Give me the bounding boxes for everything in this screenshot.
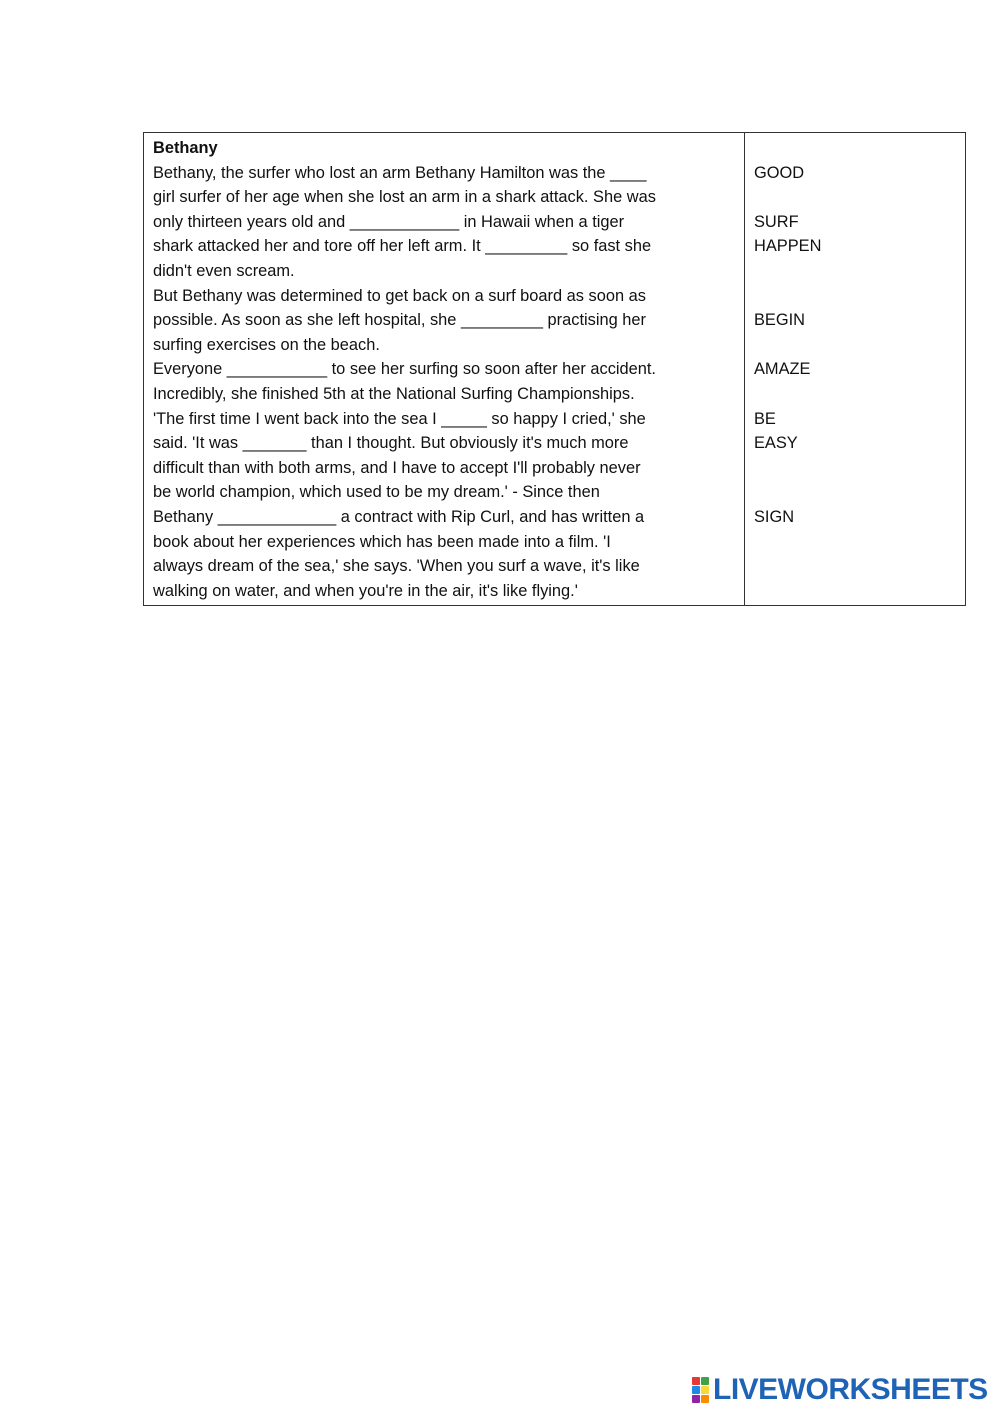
word-bank-spacer (754, 456, 957, 481)
word-bank-item: EASY (754, 434, 798, 453)
passage-cell (144, 133, 745, 606)
word-bank (754, 136, 957, 603)
logo-icon (692, 1377, 709, 1403)
word-bank-spacer (754, 185, 957, 210)
worksheet-table (143, 132, 966, 606)
word-bank-item: SURF (754, 212, 799, 231)
passage-text (153, 161, 736, 604)
logo-tile (692, 1395, 700, 1403)
passage-line: only thirteen years old and ____________ in Hawaii when a tiger (153, 212, 625, 231)
passage-line: Incredibly, she finished 5th at the National Surfing Championships. (153, 384, 635, 403)
word-bank-spacer (754, 136, 957, 161)
liveworksheets-logo (692, 1374, 988, 1406)
passage-line: didn't even scream. (153, 261, 295, 280)
logo-text: LIVEWORKSHEETS (713, 1373, 988, 1406)
passage-line: possible. As soon as she left hospital, she _________ practising her (153, 311, 646, 330)
passage-line: surfing exercises on the beach. (153, 335, 380, 354)
passage-line: Bethany, the surfer who lost an arm Bethany Hamilton was the ____ (153, 163, 647, 182)
word-bank-spacer (754, 382, 957, 407)
passage-line: 'The first time I went back into the sea I _____ so happy I cried,' she (153, 409, 646, 428)
word-bank-spacer (754, 554, 957, 579)
passage-line: said. 'It was _______ than I thought. But obviously it's much more (153, 434, 629, 453)
word-bank-spacer (754, 333, 957, 358)
logo-tile (701, 1377, 709, 1385)
passage-line: walking on water, and when you're in the air, it's like flying.' (153, 581, 578, 600)
logo-tile (701, 1386, 709, 1394)
logo-tile (701, 1395, 709, 1403)
word-bank-cell (745, 133, 966, 606)
word-bank-item: AMAZE (754, 360, 811, 379)
word-bank-item: BE (754, 409, 776, 428)
passage-line: difficult than with both arms, and I have to accept I'll probably never (153, 458, 641, 477)
word-bank-item: SIGN (754, 507, 795, 526)
logo-tile (692, 1377, 700, 1385)
passage-line: Everyone ___________ to see her surfing so soon after her accident. (153, 360, 656, 379)
word-bank-spacer (754, 530, 957, 555)
word-bank-spacer (754, 579, 957, 604)
word-bank-spacer (754, 284, 957, 309)
passage-line: But Bethany was determined to get back on a surf board as soon as (153, 286, 646, 305)
passage-title: Bethany (153, 139, 218, 157)
word-bank-spacer (754, 259, 957, 284)
passage-line: Bethany _____________ a contract with Rip Curl, and has written a (153, 507, 645, 526)
word-bank-item: HAPPEN (754, 237, 822, 256)
passage-line: book about her experiences which has been made into a film. 'I (153, 532, 611, 551)
passage-line: always dream of the sea,' she says. 'When you surf a wave, it's like (153, 557, 640, 576)
word-bank-spacer (754, 480, 957, 505)
worksheet-row (144, 133, 966, 606)
passage-line: shark attacked her and tore off her left arm. It _________ so fast she (153, 237, 652, 256)
passage-line: girl surfer of her age when she lost an arm in a shark attack. She was (153, 188, 656, 207)
passage-line: be world champion, which used to be my dream.' - Since then (153, 483, 600, 502)
word-bank-item: BEGIN (754, 311, 806, 330)
word-bank-item: GOOD (754, 163, 805, 182)
logo-tile (692, 1386, 700, 1394)
